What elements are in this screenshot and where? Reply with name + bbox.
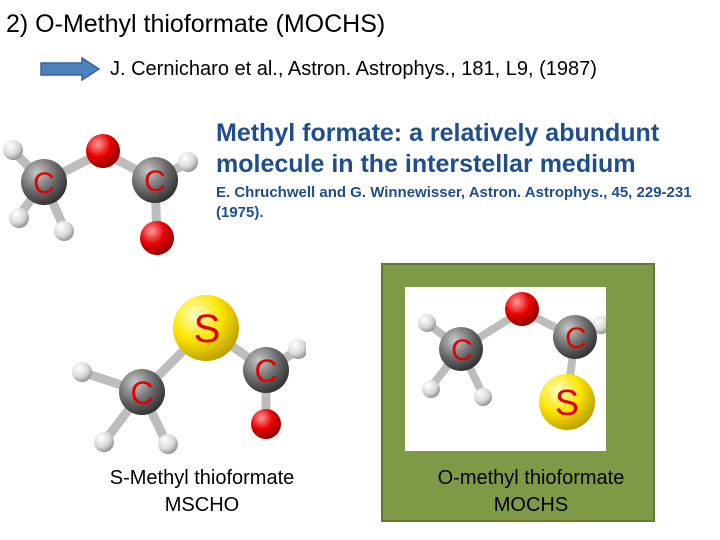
atom-label-c: C xyxy=(130,375,154,411)
oxygen-atom xyxy=(140,221,174,255)
reference-citation: J. Cernicharo et al., Astron. Astrophys., 181, L9, (1987) xyxy=(110,58,597,80)
oxygen-atom xyxy=(86,134,120,168)
headline-reference: E. Chruchwell and G. Winnewisser, Astron. Astrophys., 45, 229-231 (1975). xyxy=(216,184,692,221)
s-methyl-thioformate-molecule xyxy=(66,292,306,462)
caption-name: S-Methyl thioformate xyxy=(109,467,295,489)
atom-label-c: C xyxy=(254,353,278,389)
o-methyl-caption xyxy=(391,465,671,519)
o-methyl-thioformate-molecule xyxy=(405,287,606,451)
s-methyl-caption xyxy=(72,465,332,519)
atom-label-c: C xyxy=(451,334,473,367)
caption-formula: MSCHO xyxy=(164,494,240,516)
slide-title: 2) O-Methyl thioformate (MOCHS) xyxy=(6,10,386,38)
oxygen-atom xyxy=(251,409,281,439)
atom-label-c: C xyxy=(33,167,55,200)
methyl-formate-molecule xyxy=(0,128,200,258)
caption-name: O-methyl thioformate xyxy=(437,467,625,489)
oxygen-atom xyxy=(505,292,539,326)
atom-label-s: S xyxy=(193,307,221,351)
headline: Methyl formate: a relatively abundunt molecule in the interstellar medium xyxy=(216,119,660,178)
atom-label-c: C xyxy=(565,322,587,355)
caption-formula: MOCHS xyxy=(493,494,569,516)
atom-label-c: C xyxy=(144,165,166,198)
atom-label-s: S xyxy=(554,382,580,423)
right-arrow-icon xyxy=(40,57,100,81)
